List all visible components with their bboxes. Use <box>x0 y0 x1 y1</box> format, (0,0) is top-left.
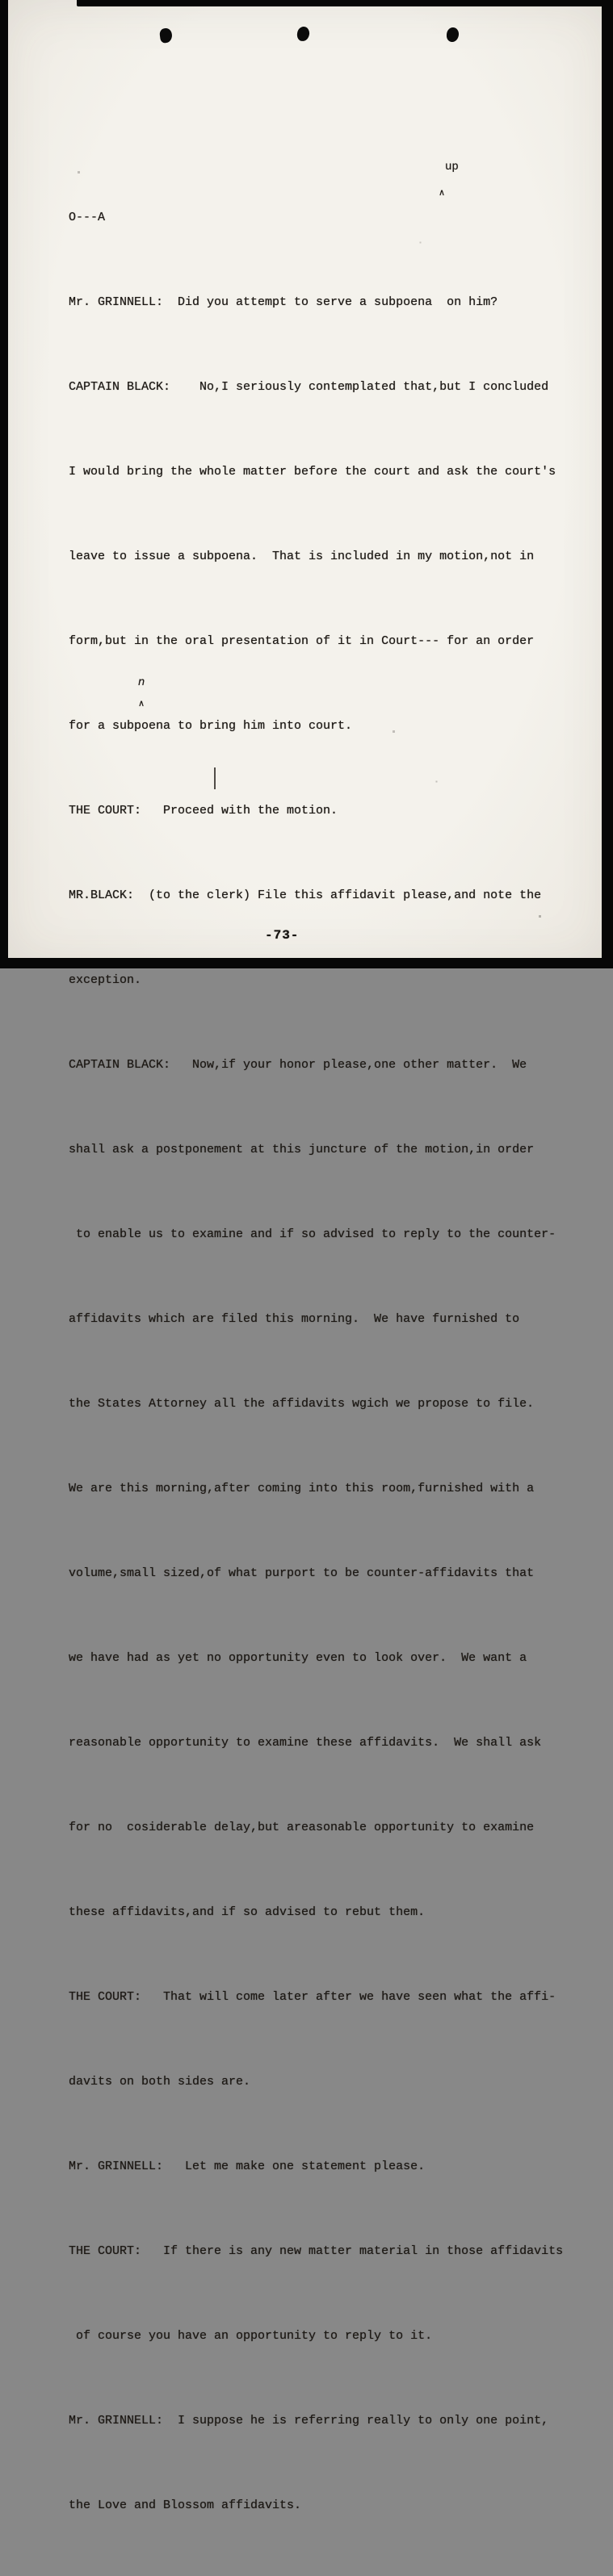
scan-edge-left <box>0 0 8 968</box>
transcript-line: affidavits which are filed this morning. We have furnished to <box>69 1312 520 1326</box>
page-number: -73- <box>265 928 300 943</box>
transcript-line: for a subpoena to bring him into court. <box>69 719 353 733</box>
transcript-line: Mr. GRINNELL: Did you attempt to serve a subpoena on him? <box>69 295 498 309</box>
transcript-line: Mr. GRINNELL: I suppose he is referring really to only one point, <box>69 2414 549 2428</box>
transcript-line: reasonable opportunity to examine these affidavits. We shall ask <box>69 1736 542 1750</box>
stray-pen-mark <box>214 767 216 789</box>
transcript-line: these affidavits,and if so advised to rebut them. <box>69 1905 426 1919</box>
transcript-line: CAPTAIN BLACK: Now,if your honor please,one other matter. We <box>69 1058 527 1072</box>
transcript-line: form,but in the oral presentation of it in Court--- for an order <box>69 634 535 648</box>
binder-hole-mark-icon <box>296 26 310 41</box>
transcript-line: I would bring the whole matter before the court and ask the court's <box>69 465 556 479</box>
transcript-line: exception. <box>69 973 142 987</box>
interlinear-insertion-up: up <box>445 161 459 174</box>
transcript-body <box>69 147 586 2576</box>
transcript-line: CAPTAIN BLACK: No,I seriously contemplated that,but I concluded <box>69 380 549 394</box>
transcript-line: of course you have an opportunity to reply to it. <box>69 2329 433 2343</box>
scan-edge-right <box>602 0 613 968</box>
caret-mark-icon: ∧ <box>138 698 145 709</box>
transcript-line: to enable us to examine and if so advised to reply to the counter- <box>69 1227 556 1241</box>
transcript-line: volume,small sized,of what purport to be counter-affidavits that <box>69 1566 535 1580</box>
transcript-line: THE COURT: Proceed with the motion. <box>69 804 338 818</box>
transcript-line: we have had as yet no opportunity even to look over. We want a <box>69 1651 527 1665</box>
transcript-line: Mr. GRINNELL: Let me make one statement please. <box>69 2160 426 2173</box>
transcript-line: shall ask a postponement at this juncture of the motion,in order <box>69 1143 535 1156</box>
interlinear-insertion-n: n <box>138 676 145 688</box>
transcript-line: We are this morning,after coming into this room,furnished with a <box>69 1482 535 1495</box>
binder-hole-mark-icon <box>447 27 460 43</box>
transcript-line: davits on both sides are. <box>69 2075 251 2089</box>
transcript-line: MR.BLACK: (to the clerk) File this affidavit please,and note the <box>69 889 542 902</box>
transcript-line: the Love and Blossom affidavits. <box>69 2499 302 2512</box>
transcript-line: the States Attorney all the affidavits wgich we propose to file. <box>69 1397 535 1411</box>
transcript-line: THE COURT: That will come later after we have seen what the affi- <box>69 1990 556 2004</box>
scan-noise-specks <box>0 0 1 1</box>
transcript-line: THE COURT: If there is any new matter material in those affidavits <box>69 2244 564 2258</box>
caret-mark-icon: ∧ <box>439 187 446 198</box>
binder-hole-mark-icon <box>159 27 173 44</box>
transcript-line: for no cosiderable delay,but areasonable opportunity to examine <box>69 1821 535 1834</box>
transcript-line: leave to issue a subpoena. That is included in my motion,not in <box>69 550 535 563</box>
exhibit-label: O---A <box>69 211 106 224</box>
scan-edge-top <box>77 0 613 6</box>
